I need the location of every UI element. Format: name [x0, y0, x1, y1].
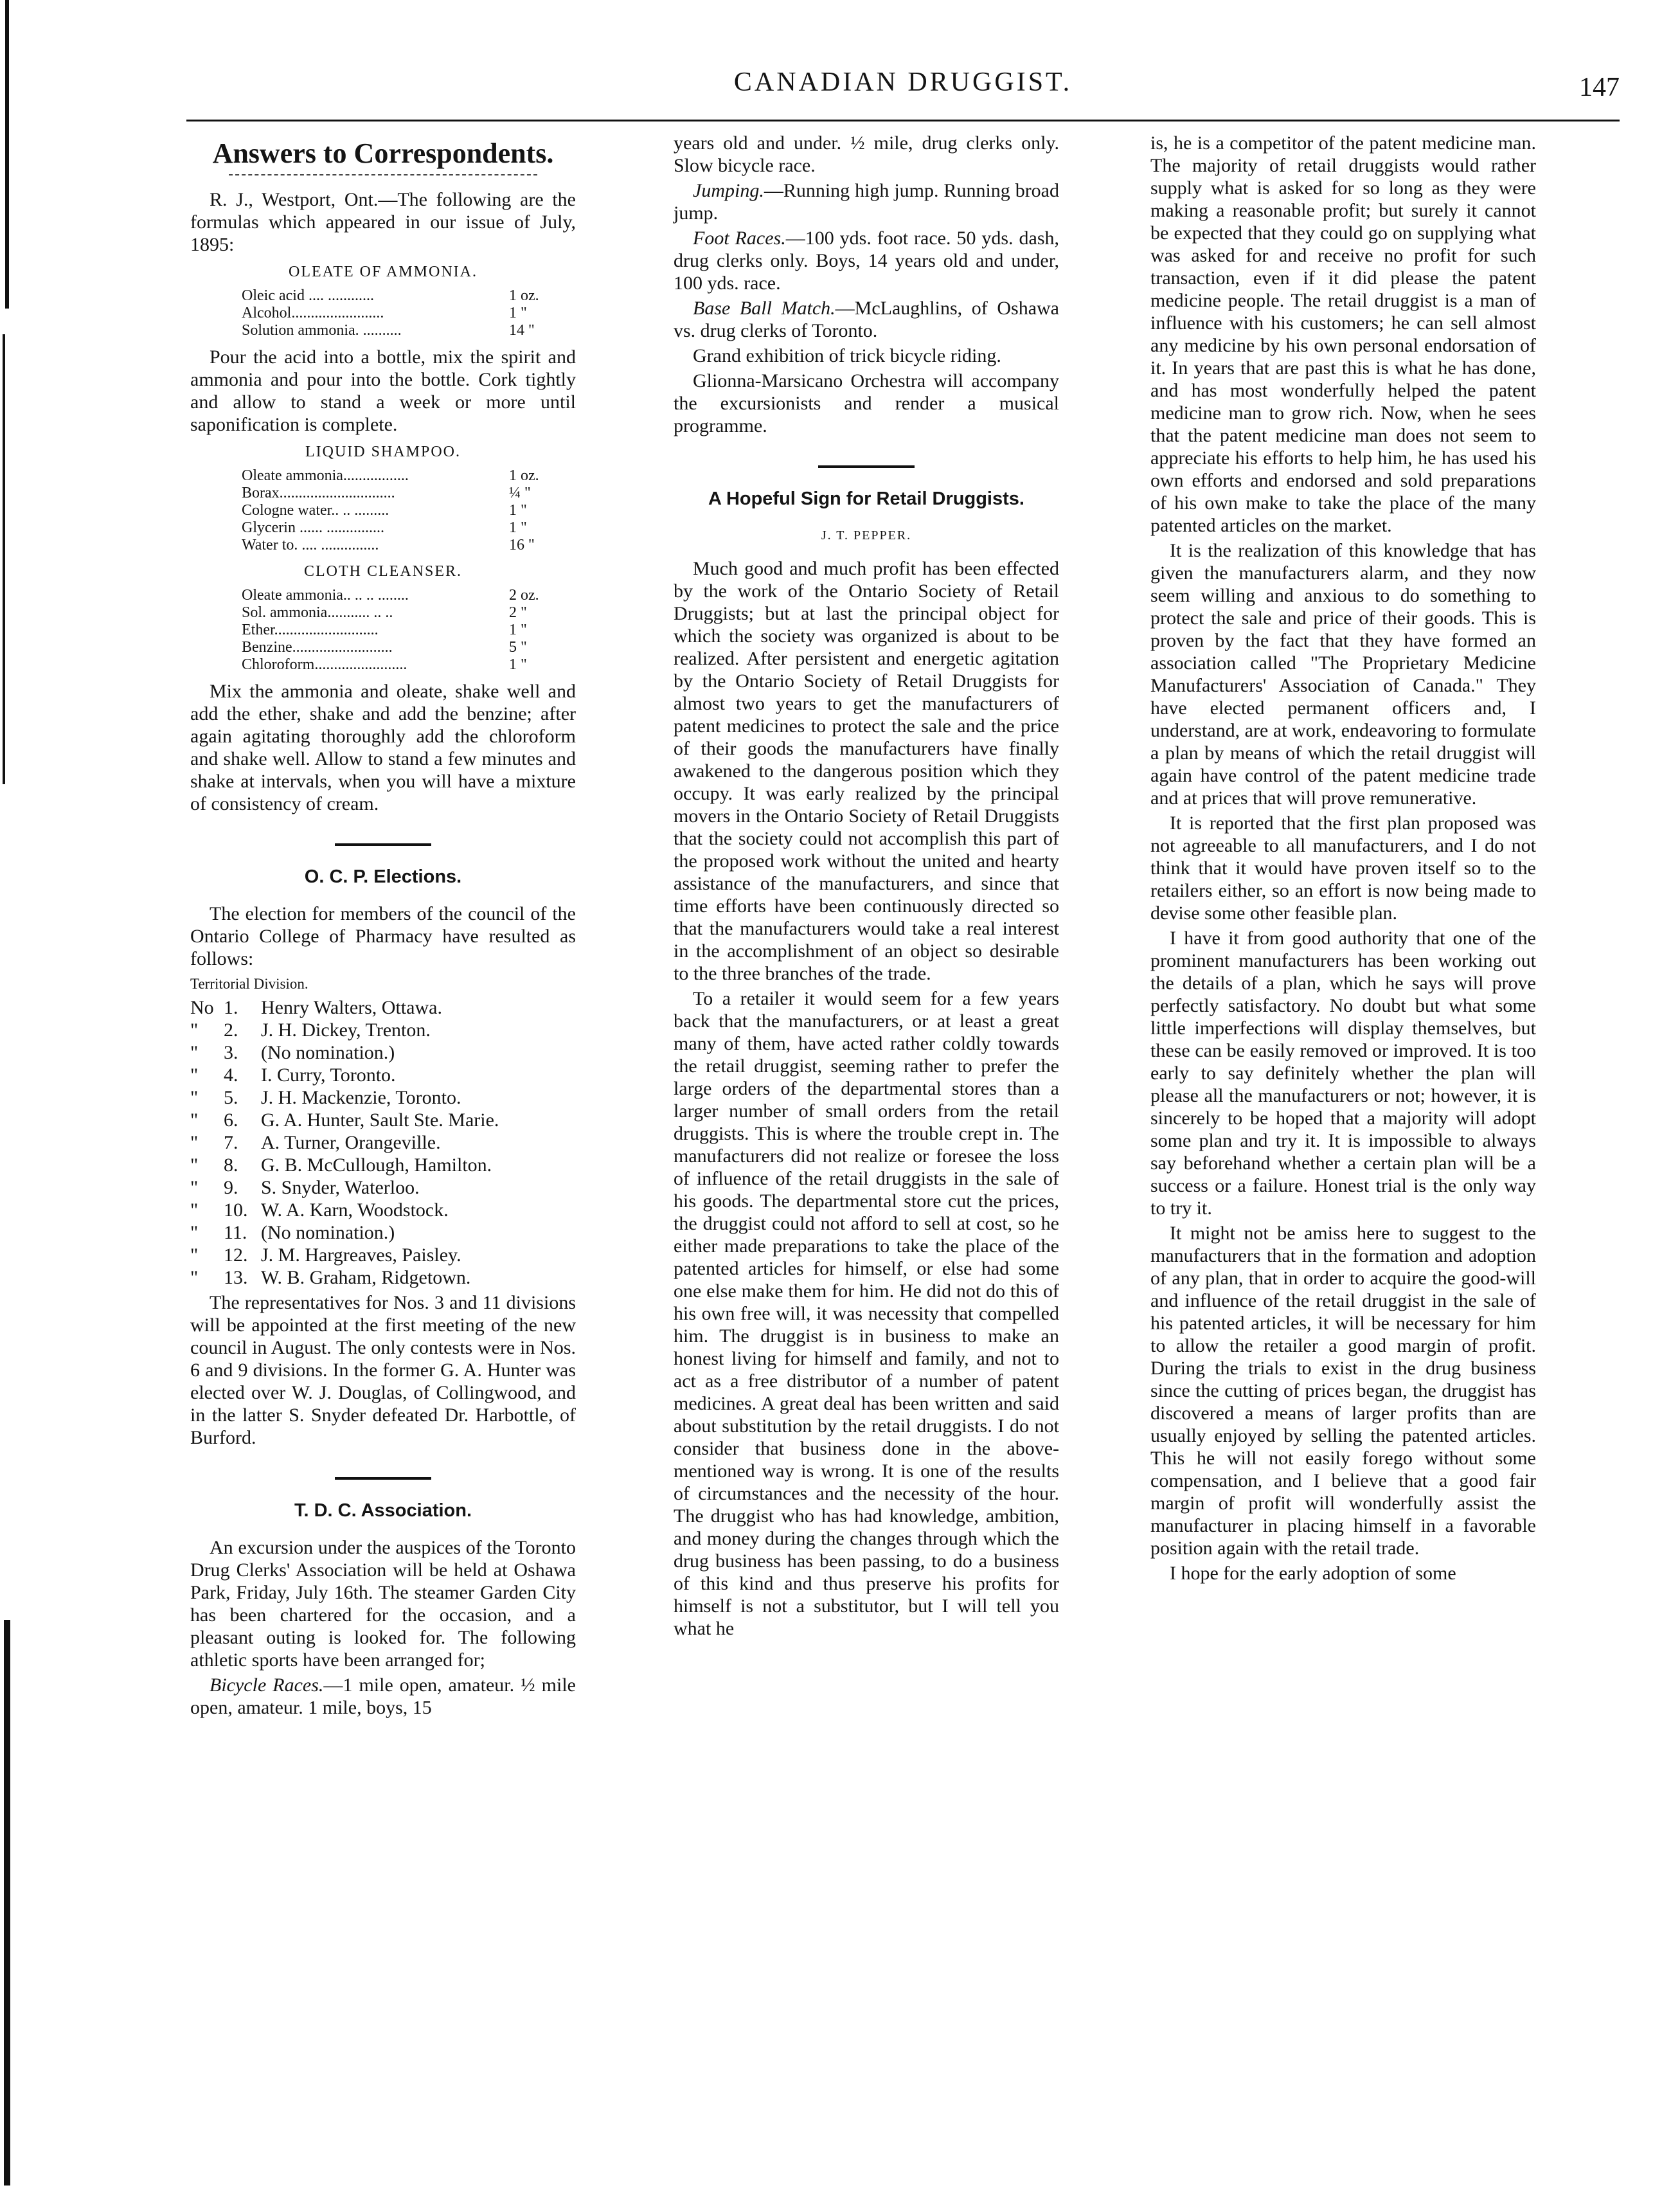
heading-rule	[229, 174, 537, 175]
ditto-mark: "	[190, 1132, 199, 1153]
ditto-mark: "	[190, 1019, 199, 1041]
bicycle-continued: years old and under. ½ mile, drug clerks only. Slow bicycle race.	[674, 132, 1059, 176]
oleate-instructions: Pour the acid into a bottle, mix the spirit and ammonia and pour into the bottle. Cork tightly and allow to stand a week or more until saponification is complete.	[190, 346, 576, 435]
column-3	[1150, 132, 1536, 1587]
ocp-heading: O. C. P. Elections.	[304, 866, 462, 887]
division-number: 3.	[224, 1042, 238, 1063]
recipe-row	[242, 467, 544, 485]
foot-label: Foot Races.	[693, 228, 786, 249]
list-item	[190, 996, 576, 1019]
tdc-heading: T. D. C. Association.	[294, 1500, 472, 1521]
division-number: 2.	[224, 1019, 238, 1041]
quantity: 5 "	[509, 639, 527, 656]
division-number: 4.	[224, 1064, 238, 1086]
ditto-mark: "	[190, 1154, 199, 1176]
oleate-title: OLEATE OF AMMONIA.	[289, 264, 478, 280]
answers-heading: Answers to Correspondents.	[212, 138, 554, 169]
member-name: I. Curry, Toronto.	[261, 1064, 396, 1086]
ingredient: Alcohol........................	[242, 305, 384, 321]
recipe-row	[242, 322, 544, 339]
hopeful-heading: A Hopeful Sign for Retail Druggists.	[708, 489, 1024, 509]
ditto-mark: "	[190, 1042, 199, 1063]
base-text: —McLaughlins, of Oshawa vs. drug clerks of Toronto.	[674, 298, 1059, 341]
jumping-label: Jumping.	[693, 180, 764, 201]
base-label: Base Ball Match.	[693, 298, 836, 319]
ingredient: Oleate ammonia.. .. .. ........	[242, 587, 409, 604]
ingredient: Borax..............................	[242, 485, 395, 501]
recipe-row	[242, 604, 544, 622]
bicycle-races	[190, 1674, 576, 1719]
quantity: 1 "	[509, 656, 527, 673]
division-number: 6.	[224, 1109, 238, 1131]
section-rule	[335, 1477, 431, 1480]
recipe-row	[242, 622, 544, 639]
tdc-text: An excursion under the auspices of the Toronto Drug Clerks' Association will be held at Oshawa Park, Friday, July 16th. The steamer Garden City has been chartered for the occasion, and a pleasant outing is looked for. The following athletic sports have been arranged for;	[190, 1537, 576, 1671]
quantity: 2 "	[509, 604, 527, 621]
list-item	[190, 1176, 576, 1199]
division-number: 5.	[224, 1087, 238, 1108]
list-item	[190, 1109, 576, 1131]
member-name: J. M. Hargreaves, Paisley.	[261, 1244, 461, 1266]
list-item	[190, 1131, 576, 1154]
jumping	[674, 179, 1059, 224]
bicycle-label: Bicycle Races.	[210, 1674, 324, 1696]
division-number: 11.	[224, 1222, 247, 1243]
paragraph: It might not be amiss here to suggest to the manufacturers that in the formation and adoption of any plan, that in order to acquire the good-will and influence of the retail druggist in the sale of his patented articles, it will be necessary for him to allow the retailer a good margin of profit. During the trials to exist in the drug business since the cutting of prices began, the druggist has discovered a means of larger profits than are usually enjoyed by selling the patented articles. This he will not easily forego without some compensation, and I believe that a good fair margin of profit will wonderfully assist the manufacturer in placing himself in a favorable position again with the retail trade.	[1150, 1223, 1536, 1559]
member-name: A. Turner, Orangeville.	[261, 1132, 441, 1153]
quantity: ¼ "	[509, 485, 531, 501]
list-item	[190, 1221, 576, 1244]
grand-exhibition: Grand exhibition of trick bicycle riding.	[693, 345, 1001, 366]
jumping-text: —Running high jump. Running broad jump.	[674, 180, 1059, 224]
division-number: 1.	[224, 997, 238, 1018]
list-item	[190, 1244, 576, 1266]
ditto-mark: "	[190, 1064, 199, 1086]
member-name: W. B. Graham, Ridgetown.	[261, 1267, 471, 1288]
ingredient: Oleic acid .... ............	[242, 287, 374, 304]
quantity: 1 "	[509, 305, 527, 321]
paragraph: It is reported that the first plan proposed was not agreeable to all manufacturers, and I do not think that it would have proven itself so to the retailers either, so an effort is now being made to devise some other feasible plan.	[1150, 812, 1536, 924]
oleate-recipe	[242, 287, 544, 339]
edge-mark	[3, 334, 5, 784]
division-number: 9.	[224, 1177, 238, 1198]
ditto-mark: "	[190, 1222, 199, 1243]
member-name: (No nomination.)	[261, 1222, 395, 1243]
recipe-row	[242, 485, 544, 502]
ingredient: Cologne water.. .. .........	[242, 502, 389, 519]
member-name: Henry Walters, Ottawa.	[261, 997, 442, 1018]
quantity: 2 oz.	[509, 587, 539, 604]
quantity: 1 "	[509, 622, 527, 638]
page-number: 147	[1579, 73, 1620, 102]
paragraph: I have it from good authority that one of the prominent manufacturers has been working out the details of a plan, which he says will prove perfectly satisfactory. No doubt but what some little imperfections will display themselves, but these can be easily removed or improved. It is too early to say definitely whether the plan will please all the manufacturers or not; however, it is sincerely to be hoped that a majority will adopt some plan and try it. It is impossible to always say beforehand whether a certain plan will be a success or a failure. Honest trial is the only way to try it.	[1150, 928, 1536, 1219]
ditto-mark: No	[190, 997, 214, 1018]
list-item	[190, 1199, 576, 1221]
foot-text: —100 yds. foot race. 50 yds. dash, drug clerks only. Boys, 14 years old and under, 100 yds. race.	[674, 228, 1059, 294]
recipe-row	[242, 502, 544, 519]
division-number: 7.	[224, 1132, 238, 1153]
orchestra: Glionna-Marsicano Orchestra will accompany the excursionists and render a musical programme.	[674, 370, 1059, 436]
ditto-mark: "	[190, 1244, 199, 1266]
division-number: 10.	[224, 1199, 248, 1221]
base-ball	[674, 297, 1059, 342]
cloth-recipe	[242, 587, 544, 674]
ditto-mark: "	[190, 1199, 199, 1221]
member-name: G. A. Hunter, Sault Ste. Marie.	[261, 1109, 499, 1131]
ingredient: Glycerin ...... ...............	[242, 519, 384, 536]
division-number: 12.	[224, 1244, 248, 1266]
list-item	[190, 1154, 576, 1176]
recipe-row	[242, 537, 544, 554]
ingredient: Sol. ammonia........... .. ..	[242, 604, 393, 621]
ingredient: Solution ammonia. ..........	[242, 322, 402, 339]
ditto-mark: "	[190, 1087, 199, 1108]
quantity: 16 "	[509, 537, 535, 553]
page-header	[186, 67, 1620, 112]
running-title: CANADIAN DRUGGIST.	[733, 67, 1073, 97]
ditto-mark: "	[190, 1267, 199, 1288]
column-2	[674, 132, 1059, 1642]
member-name: J. H. Mackenzie, Toronto.	[261, 1087, 461, 1108]
bicycle-text: —1 mile open, amateur. ½ mile open, amateur. 1 mile, boys, 15	[190, 1674, 576, 1718]
column-1	[190, 132, 576, 1721]
recipe-row	[242, 587, 544, 604]
member-name: G. B. McCullough, Hamilton.	[261, 1154, 492, 1176]
section-rule	[335, 843, 431, 846]
rj-intro: R. J., Westport, Ont.—The following are the formulas which appeared in our issue of July, 1895:	[190, 189, 576, 255]
ingredient: Water to. .... ...............	[242, 537, 379, 553]
paragraph: is, he is a competitor of the patent medicine man. The majority of retail druggists would rather supply what is asked for so long as they were making a reasonable profit; but surely it cannot be expected that they could go on supplying what was asked for and receive no profit for such transaction, even if it did please the patent medicine people. The retail druggist is a man of influence with his customers; he can sell almost any medicine by his own personal endorsation of it. In years that are past this is what he has done, and has most wonderfully helped the patent medicine man to grow rich. Now, when he sees that the patent medicine man does not seem to appreciate his efforts to help him, he has used his own efforts and endorsed and sold preparations of his own make to take the place of the many patented articles on the market.	[1150, 132, 1536, 536]
ocp-text: The representatives for Nos. 3 and 11 divisions will be appointed at the first meeting of the new council in August. The only contests were in Nos. 6 and 9 divisions. In the former G. A. Hunter was elected over W. J. Douglas, of Collingwood, and in the latter S. Snyder defeated Dr. Harbottle, of Burford.	[190, 1292, 576, 1448]
recipe-row	[242, 305, 544, 322]
quantity: 1 "	[509, 502, 527, 519]
recipe-row	[242, 639, 544, 656]
division-number: 13.	[224, 1267, 248, 1288]
recipe-row	[242, 656, 544, 674]
list-item	[190, 1086, 576, 1109]
shampoo-title: LIQUID SHAMPOO.	[305, 444, 461, 460]
list-item	[190, 1041, 576, 1064]
list-item	[190, 1064, 576, 1086]
ingredient: Benzine..........................	[242, 639, 393, 656]
edge-mark	[5, 0, 9, 309]
member-name: S. Snyder, Waterloo.	[261, 1177, 420, 1198]
territorial-label: Territorial Division.	[190, 976, 308, 992]
recipe-row	[242, 287, 544, 305]
scan-edge	[0, 0, 22, 2190]
ocp-intro: The election for members of the council of the Ontario College of Pharmacy have resulted as follows:	[190, 903, 576, 969]
ingredient: Chloroform........................	[242, 656, 407, 673]
quantity: 14 "	[509, 322, 535, 339]
member-name: (No nomination.)	[261, 1042, 395, 1063]
byline: J. T. PEPPER.	[821, 528, 912, 543]
division-number: 8.	[224, 1154, 238, 1176]
member-name: J. H. Dickey, Trenton.	[261, 1019, 431, 1041]
paragraph: To a retailer it would seem for a few years back that the manufacturers, or at least a great many of them, have acted rather coldly towards the retail druggist, seeming rather to prefer the large orders of the departmental stores than a larger number of small orders from the retail druggists. This is where the trouble crept in. The manufacturers did not realize or foresee the loss of influence of the retail druggists in the sale of his goods. The departmental store cut the prices, the druggist could not afford to sell at cost, so he either made preparations to take the place of the patented articles for himself, or else had some one else make them for him. He did not do this of his own free will, it was necessity that compelled him. The druggist is in business to make an honest living for himself and family, and not to act as a free distributor of a number of patent medicines. A great deal has been written and said about substitution by the retail druggists. I do not consider that business done in the above-mentioned way is wrong. It is one of the results of circumstances and the necessity of the hour. The druggist who has had knowledge, ambition, and money during the changes through which the drug business has been passing, to do a business of this kind and thus preserve his profits for himself is not a substitutor, but I will tell you what he	[674, 988, 1059, 1639]
foot-races	[674, 227, 1059, 294]
quantity: 1 "	[509, 519, 527, 536]
list-item	[190, 1266, 576, 1289]
paragraph: Much good and much profit has been effected by the work of the Ontario Society of Retail Druggists; but at last the principal object for which the society was organized is about to be realized. After persistent and energetic agitation by the Ontario Society of Retail Druggists for almost two years to get the manufacturers of patent medicines to protect the sale and the price of their goods the manufacturers have finally awakened to the dangerous position which they occupy. It was early realized by the principal movers in the Ontario Society of Retail Druggists that the society could not accomplish this part of the proposed work without the united and hearty assistance of the manufacturers, and since that time efforts have been continuously directed so that the manufacturers would take a real interest in the accomplishment of an object so desirable to the three branches of the trade.	[674, 558, 1059, 984]
header-rule	[186, 120, 1620, 121]
ditto-mark: "	[190, 1177, 199, 1198]
section-rule	[818, 465, 915, 468]
edge-mark	[4, 1620, 10, 2186]
cloth-instructions: Mix the ammonia and oleate, shake well and add the ether, shake and add the benzine; after again agitating thoroughly add the chloroform and shake well. Allow to stand a few minutes and shake at intervals, when you will have a mixture of consistency of cream.	[190, 681, 576, 814]
paragraph: I hope for the early adoption of some	[1170, 1563, 1456, 1584]
shampoo-recipe	[242, 467, 544, 554]
member-name: W. A. Karn, Woodstock.	[261, 1199, 449, 1221]
recipe-row	[242, 519, 544, 537]
elections-list	[190, 996, 576, 1289]
ditto-mark: "	[190, 1109, 199, 1131]
cloth-title: CLOTH CLEANSER.	[304, 563, 462, 580]
ingredient: Ether...........................	[242, 622, 379, 638]
paragraph: It is the realization of this knowledge that has given the manufacturers alarm, and they now seem willing and anxious to do something to protect the sale and price of their goods. This is proven by the fact that they have formed an association called "The Proprietary Medicine Manufacturers' Association of Canada." They have elected permanent officers and, I understand, are at work, endeavoring to formulate a plan by means of which the retail druggist will again have control of the patent medicine trade and at prices that will prove remunerative.	[1150, 540, 1536, 809]
quantity: 1 oz.	[509, 467, 539, 484]
list-item	[190, 1019, 576, 1041]
ingredient: Oleate ammonia.................	[242, 467, 409, 484]
quantity: 1 oz.	[509, 287, 539, 304]
